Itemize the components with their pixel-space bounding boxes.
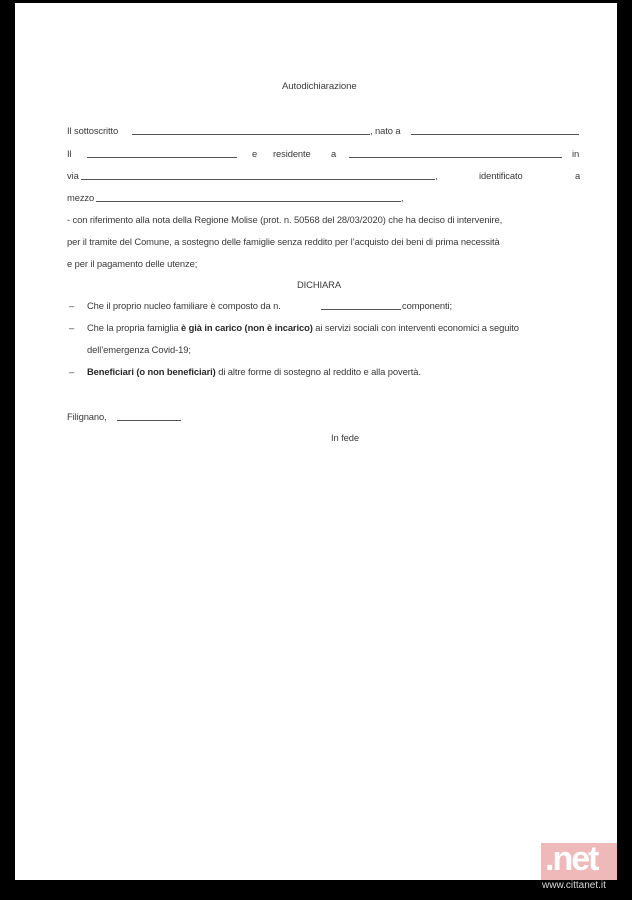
comma: ,: [435, 170, 438, 181]
bullet-dash: –: [69, 366, 75, 377]
item-3-text: [87, 366, 421, 377]
item-1-suffix: componenti;: [402, 300, 452, 311]
nato-label: , nato a: [370, 125, 401, 136]
a-label: a: [331, 148, 337, 159]
item-3-bold: Beneficiari (o non beneficiari): [87, 366, 216, 377]
item-2-bold: è già in carico (non è incarico): [181, 322, 313, 333]
watermark-logo: [541, 843, 617, 880]
item-1-text: Che il proprio nucleo familiare è composto da n.: [87, 300, 281, 311]
a2-label: a: [575, 170, 581, 181]
sottoscritto-field[interactable]: [132, 134, 370, 135]
e-label: e: [252, 148, 258, 159]
comma2: ,: [401, 192, 404, 203]
componenti-field[interactable]: [321, 309, 401, 310]
documento-field[interactable]: [96, 201, 401, 202]
signature-label: In fede: [331, 432, 359, 443]
dichiara-heading: DICHIARA: [297, 279, 341, 290]
sottoscritto-label: Il sottoscritto: [67, 125, 119, 136]
luogo-nascita-field[interactable]: [411, 134, 579, 135]
date-field[interactable]: [117, 420, 181, 421]
document-title: Autodichiarazione: [282, 81, 357, 92]
identificato-label: identificato: [479, 170, 523, 181]
data-nascita-field[interactable]: [87, 157, 237, 158]
item-2-text: [87, 322, 519, 333]
watermark-logo-text: .net: [545, 843, 598, 878]
in-label: in: [572, 148, 580, 159]
mezzo-label: mezzo: [67, 192, 95, 203]
item-2-continuation: dell’emergenza Covid-19;: [87, 344, 191, 355]
residenza-field[interactable]: [349, 157, 562, 158]
item-2-suffix: ai servizi sociali con interventi economici a seguito: [312, 322, 519, 333]
residente-label: residente: [273, 148, 311, 159]
paragraph-line-1: - con riferimento alla nota della Regione Molise (prot. n. 50568 del 28/03/2020) che ha deciso di intervenire,: [67, 214, 503, 225]
bullet-dash: –: [69, 300, 75, 311]
via-field[interactable]: [81, 179, 435, 180]
paragraph-line-3: e per il pagamento delle utenze;: [67, 258, 198, 269]
item-2-prefix: Che la propria famiglia: [87, 322, 182, 333]
watermark-url: www.cittanet.it: [542, 880, 606, 891]
paragraph-line-2: per il tramite del Comune, a sostegno delle famiglie senza reddito per l’acquisto dei beni di prima necessità: [67, 236, 500, 247]
item-3-suffix: di altre forme di sostegno al reddito e alla povertà.: [215, 366, 421, 377]
via-label: via: [67, 170, 79, 181]
place-label: Filignano,: [67, 411, 107, 422]
il-label: Il: [67, 148, 72, 159]
document-page: [15, 3, 617, 880]
bullet-dash: –: [69, 322, 75, 333]
